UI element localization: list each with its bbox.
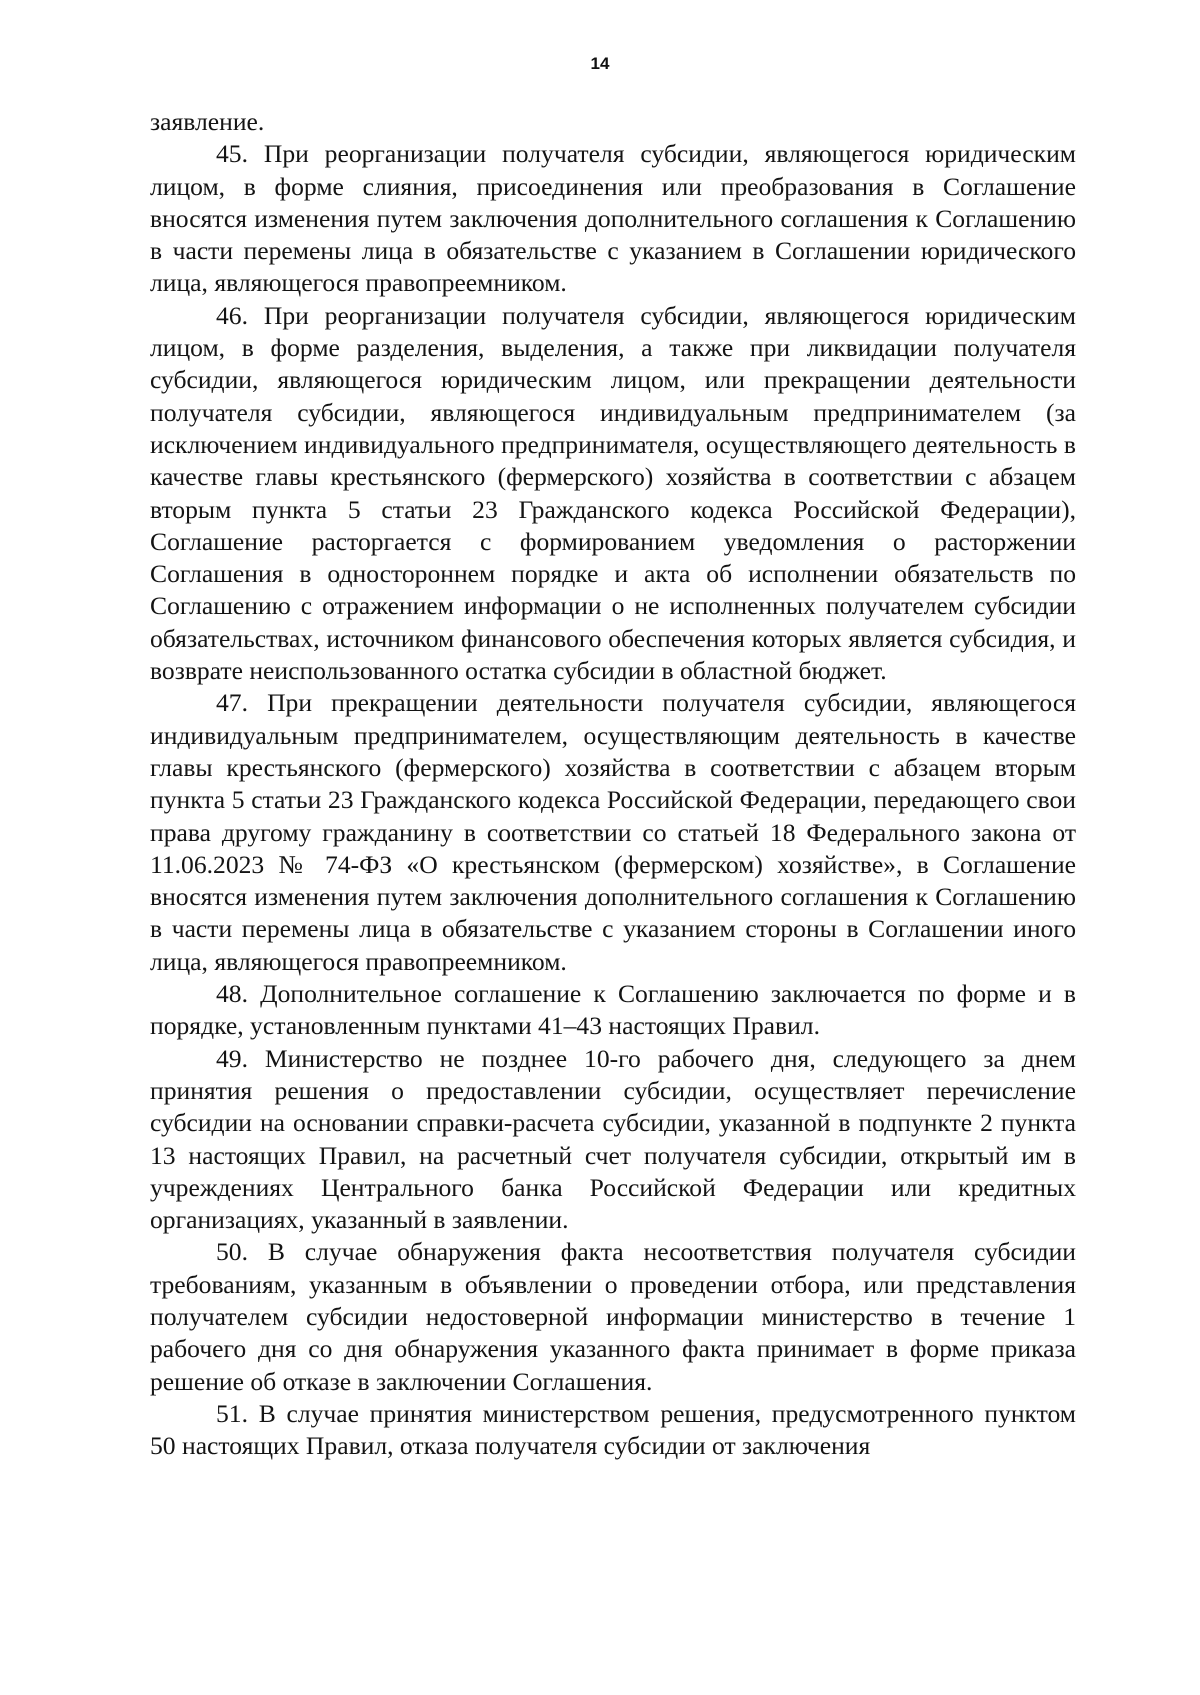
paragraph-50: 50. В случае обнаружения факта несоответствия получателя субсидии требованиям, указанным в объявлении о проведении отбора, или представления получателем субсидии недостоверной информации министерство в течение 1 рабочего дня со дня обнаружения указанного факта принимает в форме приказа решение об отказе в заключении Соглашения. [150, 1237, 1076, 1396]
paragraph-51: 51. В случае принятия министерством решения, предусмотренного пунктом 50 настоящих Правил, отказа получателя субсидии от заключения [150, 1398, 1076, 1461]
paragraph-46: 46. При реорганизации получателя субсидии, являющегося юридическим лицом, в форме разделения, выделения, а также при ликвидации получателя субсидии, являющегося юридическим лицом, или прекращении деятельности получателя субсидии, являющегося индивидуальным предпринимателем (за исключением индивидуального предпринимателя, осуществляющего деятельность в качестве главы крестьянского (фермерского) хозяйства в соответствии с абзацем вторым пункта 5 статьи 23 Гражданского кодекса Российской Федерации), Соглашение расторгается с формированием уведомления о расторжении Соглашения в одностороннем порядке и акта об исполнении обязательств по Соглашению с отражением информации о не исполненных получателем субсидии обязательствах, источником финансового обеспечения которых является субсидия, и возврате неиспользованного остатка субсидии в областной бюджет. [150, 300, 1076, 686]
paragraph-continuation: заявление. [150, 107, 265, 136]
paragraph-45: 45. При реорганизации получателя субсидии, являющегося юридическим лицом, в форме слияния, присоединения или преобразования в Соглашение вносятся изменения путем заключения дополнительного соглашения к Соглашению в части перемены лица в обязательстве с указанием в Соглашении юридического лица, являющегося правопреемником. [150, 139, 1076, 298]
paragraph-48: 48. Дополнительное соглашение к Соглашению заключается по форме и в порядке, установленным пунктами 41–43 настоящих Правил. [150, 979, 1076, 1041]
document-body [150, 106, 1076, 1462]
page-number: 14 [590, 54, 610, 73]
paragraph-47: 47. При прекращении деятельности получателя субсидии, являющегося индивидуальным предпринимателем, осуществляющим деятельность в качестве главы крестьянского (фермерского) хозяйства в соответствии с абзацем вторым пункта 5 статьи 23 Гражданского кодекса Российской Федерации, передающего свои права другому гражданину в соответствии со статьей 18 Федерального закона от 11.06.2023 № 74-ФЗ «О крестьянском (фермерском) хозяйстве», в Соглашение вносятся изменения путем заключения дополнительного соглашения к Соглашению в части перемены лица в обязательстве с указанием стороны в Соглашении иного лица, являющегося правопреемником. [150, 688, 1076, 976]
paragraph-49: 49. Министерство не позднее 10-го рабочего дня, следующего за днем принятия решения о предоставлении субсидии, осуществляет перечисление субсидии на основании справки-расчета субсидии, указанной в подпункте 2 пункта 13 настоящих Правил, на расчетный счет получателя субсидии, открытый им в учреждениях Центрального банка Российской Федерации или кредитных организациях, указанный в заявлении. [150, 1043, 1076, 1235]
